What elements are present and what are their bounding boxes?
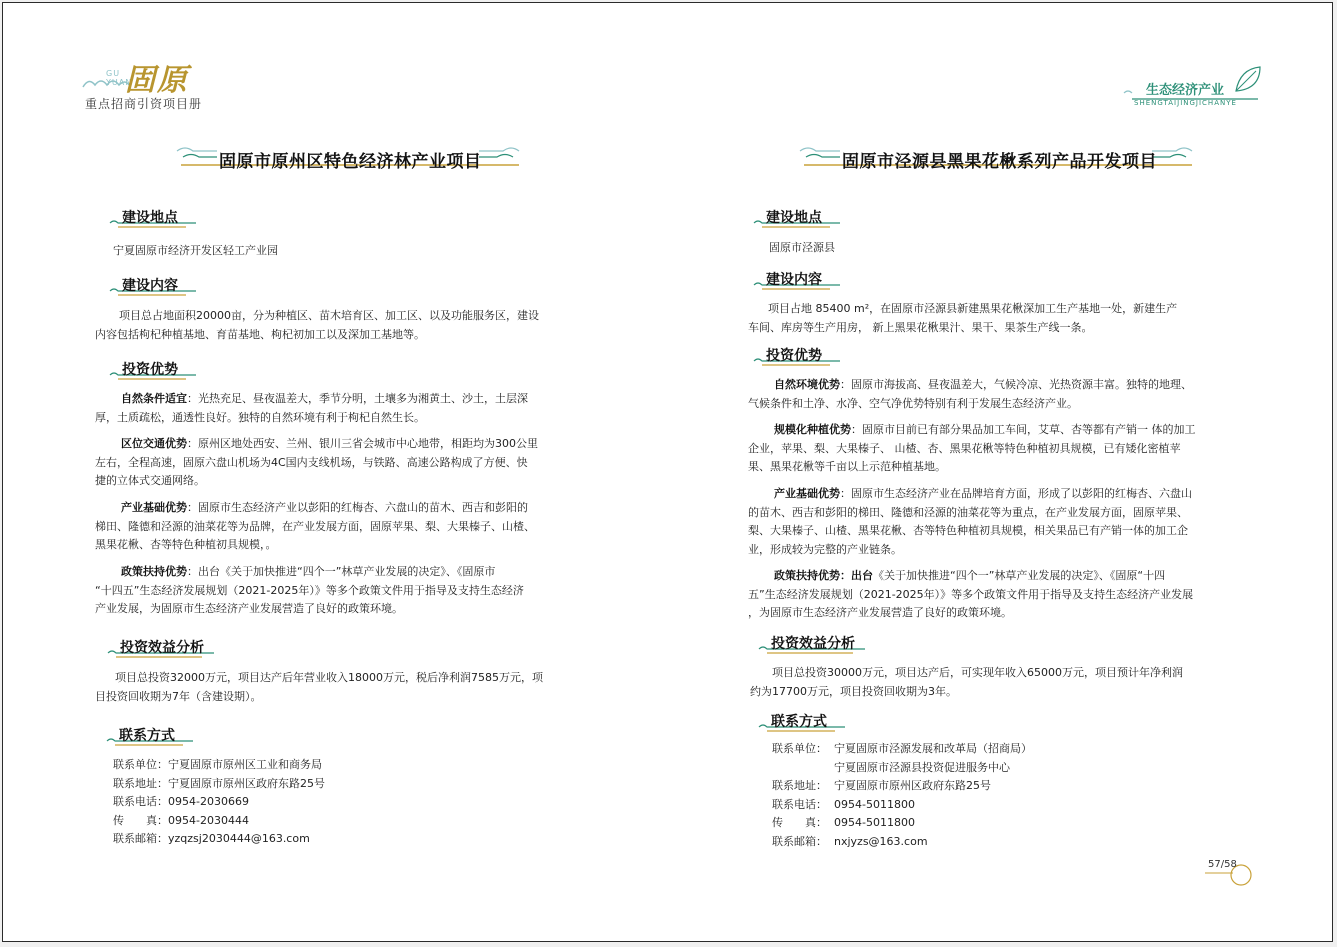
section-title: 联系方式 <box>771 714 827 730</box>
contact-row: 传 真： 0954-2030444 <box>113 813 249 827</box>
page-title: 固原市原州区特色经济林产业项目 <box>219 152 482 172</box>
advantage-transport: 区位交通优势：原州区地处西安、兰州、银川三省会城市中心地带，相距均为300公里 左右，全程高速，固原六盘山机场为4C国内支线机场，与铁路、高速公路构成了方便、快 捷的立体式交通网络。 <box>95 437 538 487</box>
contact-row: 联系电话： 0954-5011800 <box>772 797 915 811</box>
location-text: 固原市泾源县 <box>769 241 835 254</box>
logo-chars: 固原 <box>125 63 189 98</box>
contact-row: 联系地址： 宁夏固原市原州区政府东路25号 <box>113 776 325 790</box>
contact-row: 联系地址： 宁夏固原市原州区政府东路25号 <box>772 779 991 792</box>
right-project-title <box>796 143 1196 175</box>
contact-row: 联系单位： 宁夏固原市原州区工业和商务局 <box>113 758 322 771</box>
section-title: 投资效益分析 <box>771 636 855 652</box>
advantage-natural: 自然环境优势：固原市海拔高、昼夜温差大，气候冷凉、光热资源丰富。独特的地理、 气候条件和土净、水净、空气净优势特别有利于发展生态经济产业。 <box>748 378 1192 410</box>
advantage-scale: 规模化种植优势：固原市目前已有部分果品加工车间，艾草、杏等都有产销一 体的加工 企业，苹果、梨、大果榛子、 山楂、杏、黑果花楸等特色种植初具规模，已有矮化密植苹 果、黑果花楸等千亩以上示范种植基地。 <box>748 423 1196 473</box>
contact-list <box>113 756 325 849</box>
contact-row: 联系单位： 宁夏固原市泾源发展和改革局（招商局） <box>772 742 1032 755</box>
contact-row: 宁夏固原市泾源县投资促进服务中心 <box>834 760 1010 774</box>
advantage-natural: 自然条件适宜：光热充足、昼夜温差大，季节分明，土壤多为湘黄土、沙土，土层深 厚，土质疏松，通透性良好。独特的自然环境有利于枸杞自然生长。 <box>95 392 528 424</box>
location-text: 宁夏固原市经济开发区轻工产业园 <box>113 244 278 257</box>
advantage-policy: 政策扶持优势：出台《关于加快推进“四个一”林草产业发展的决定》、《固原“十四 五”生态经济发展规划（2021-2025年）》等多个政策文件用于指导及支持生态经济产业发展 ，为固原市生态经济产业发展营造了良好的政策环境。 <box>748 569 1194 619</box>
right-page <box>668 3 1333 941</box>
brochure-spread <box>2 2 1333 942</box>
section-title: 建设地点 <box>766 210 822 226</box>
content-paragraph: 项目总占地面积20000亩，分为种植区、苗木培育区、加工区、以及功能服务区，建设 内容包括枸杞种植基地、育苗基地、枸杞初加工以及深加工基地等。 <box>95 309 539 341</box>
section-contact <box>757 711 847 737</box>
section-title: 投资优势 <box>122 362 178 378</box>
content-paragraph: 项目占地 85400 m²，在固原市泾源县新建黑果花楸深加工生产基地一处，新建生产 车间、库房等生产用房， 新上黑果花楸果汁、果干、果茶生产线一条。 <box>748 302 1178 334</box>
contact-row: 联系邮箱： nxjyzs@163.com <box>772 834 928 848</box>
left-project-title <box>173 143 523 175</box>
logo-en: GU YUAN <box>106 69 133 87</box>
benefit-paragraph: 项目总投资30000万元，项目达产后，可实现年收入65000万元，项目预计年净利润 约为17700万元，项目投资回收期为3年。 <box>750 666 1183 698</box>
section-title: 联系方式 <box>119 728 175 744</box>
section-location <box>108 207 198 233</box>
contact-row: 传 真： 0954-5011800 <box>772 816 915 829</box>
section-location <box>752 207 842 233</box>
section-title: 投资优势 <box>766 348 822 364</box>
guyuan-logo <box>81 53 221 113</box>
category-en: SHENGTAIJINGJICHANYE <box>1134 99 1237 107</box>
page-number: 57/58 <box>1208 859 1237 870</box>
section-title: 建设地点 <box>122 210 178 226</box>
section-benefit <box>757 633 867 659</box>
benefit-paragraph: 项目总投资32000万元，项目达产后年营业收入18000万元，税后净利润7585万元，项 目投资回收期为7年（含建设期）。 <box>95 671 543 703</box>
section-content <box>752 269 842 295</box>
left-page <box>3 3 668 941</box>
contact-row: 联系电话： 0954-2030669 <box>113 795 249 808</box>
section-advantages <box>752 345 842 371</box>
category-tag <box>1118 65 1268 113</box>
section-title: 投资效益分析 <box>120 640 204 656</box>
advantage-industry: 产业基础优势：固原市生态经济产业以彭阳的红梅杏、六盘山的苗木、西吉和彭阳的 梯田、隆德和泾源的油菜花等为品牌，在产业发展方面，固原苹果、梨、大果榛子、山楂、 黑果花楸、杏等特色种植初具规模，。 <box>95 501 535 551</box>
section-content <box>108 275 198 301</box>
contact-list <box>772 740 1032 851</box>
section-advantages <box>108 359 198 385</box>
advantage-industry: 产业基础优势：固原市生态经济产业在品牌培育方面，形成了以彭阳的红梅杏、六盘山 的苗木、西吉和彭阳的梯田、隆德和泾源的油菜花等为重点，在产业发展方面，固原苹果、 梨、大果榛子、山楂、黑果花楸、杏等特色种植初具规模，相关果品已有产销一体的加工企 业，形成较为完整的产业链条。 <box>748 487 1192 556</box>
advantage-policy: 政策扶持优势：出台《关于加快推进“四个一”林草产业发展的决定》、《固原市 “十四五”生态经济发展规划（2021-2025年）》等多个政策文件用于指导及支持生态经济 产业发展，为固原市生态经济产业发展营造了良好的政策环境。 <box>95 565 524 615</box>
page-title: 固原市泾源县黑果花楸系列产品开发项目 <box>842 152 1157 172</box>
section-title: 建设内容 <box>122 278 178 294</box>
section-title: 建设内容 <box>766 272 822 288</box>
category-cn: 生态经济产业 <box>1146 83 1225 98</box>
section-benefit <box>106 637 216 663</box>
section-contact <box>105 725 195 751</box>
contact-row: 联系邮箱： yzqzsj2030444@163.com <box>113 832 310 845</box>
logo-subtitle: 重点招商引资项目册 <box>85 97 203 111</box>
